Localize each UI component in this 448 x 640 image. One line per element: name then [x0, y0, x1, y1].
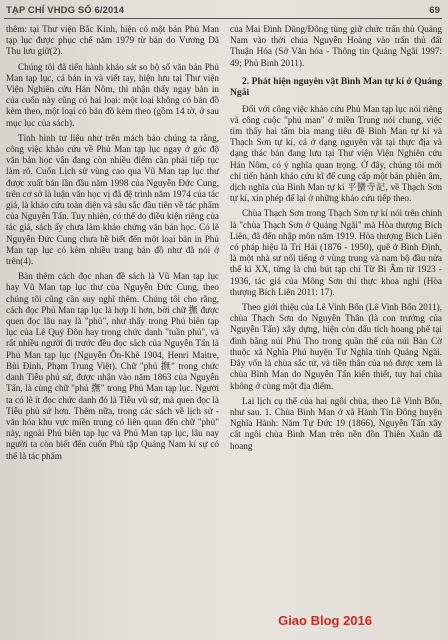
paragraph: của Mai Đình Dũng/Đông tùng giữ chức trấn thủ Quảng Nam vào thời chúa Nguyễn Hoàng vào trấn thủ đất Thuận Hóa (Sở Văn hóa - Thông tin Quảng Ngãi 1997: 49; Phủ Bình 2011).	[230, 24, 442, 68]
watermark-label: Giao Blog 2016	[278, 613, 372, 628]
paragraph: Theo giới thiệu của Lê Vinh Bốn (Lê Vinh Bốn 2011), chùa Thạch Sơn do Nguyễn Thân (là con trưởng của Nguyễn Tấn) xây dựng, hiện còn dấu tích hoang phế tại đình bằng núi Phú Tho trong quần thể của núi Bàn Cờ thuộc xã Nghĩa Phú huyện Tư Nghĩa tỉnh Quảng Ngãi. Đây vốn là chùa sắc tứ, và tiền thân của nó được xem là chùa Bình Man do Nguyễn Tấn kiến thiết, tuy hai chùa không ở cùng một địa điểm.	[230, 302, 442, 391]
section-heading: 2. Phát hiện nguyên vật Bình Man tự kí ở Quảng Ngãi	[230, 75, 442, 99]
page-number: 69	[429, 5, 440, 16]
left-column	[6, 24, 219, 462]
paragraph: Bàn thêm cách đọc nhan đề sách là Vũ Man tạp lục hay Vũ Man tạp lục thư của Nguyễn Đức Cung, theo chúng tôi cũng cần suy nghĩ thêm. Chúng tôi cho rằng, cách đọc Phủ Man tạp lục là hợp lí hơn, bởi chữ 撫 được quen đọc lâu nay là "phủ", như thấy trong Phủ biên tạp lục của Lê Quý Đôn hay trong chức danh "tuần phủ", và rất nhiều người đi trước đều đọc sách của Nguyễn Tấn là Phủ Man tạp lục (Nguyễn Ôn-Khê 1904, Henri Maitre, Bùi Đình, Phạm Trung Việt). Chữ "phủ 撫" trong chức danh Tiễu phủ sứ, được nhận vào năm 1863 của Nguyễn Tấn, là cùng chữ "phủ 撫" trong Phủ Man tạp lục. Người ta có lẽ ít đọc chức danh đó là Tiễu vũ sứ, mà quen đọc là Tiễu phủ sứ hơn. Thêm nữa, trong các sách về lịch sử - văn hóa khu vực miền trung có liên quan đến chữ "phủ" này, ngoài Phủ biên tạp lục và Phủ Man tạp lục, lâu nay người ta còn biết đến cuốn Phủ tập Quảng Nam kí sự có thể là tác phẩm	[6, 271, 219, 461]
paragraph: Tình hình tư liệu như trên mách bảo chúng ta rằng, công việc khảo cứu về Phủ Man tạp lục ngay ở góc độ văn bản học vẫn đang còn nhiều điểm cần phải tiếp tục làm rõ. Cuốn Lịch sử vùng cao qua Vũ Man tạp lục thư được xuất bản lần đầu năm 1998 của Nguyễn Đức Cung, trên cơ sở là luận văn học vị đã đệ trình năm 1974 của tác giả, là khảo cứu toàn diện và sâu sắc đầu tiên về tác phẩm của Nguyễn Tấn. Tuy nhiên, có thể do điều kiện riêng của tác giả, sách ấy chưa làm khảo chứng văn bản học. Có lẽ Nguyễn Đức Cung chưa hề biết đến một loại bản in Phủ Man tạp lục có kèm nhiều trang bản đồ như đã nói ở trên(4).	[6, 132, 219, 267]
journal-title: TẠP CHÍ VHDG SỐ 6/2014	[6, 5, 125, 16]
header-rule	[4, 18, 442, 19]
paragraph: Lai lịch cụ thể của hai ngôi chùa, theo Lê Vinh Bốn, như sau. 1. Chùa Bình Man ở xã Hành Tín Đông huyện Nghĩa Hành: Năm Tự Đức 19 (1866), Nguyễn Tấn xây cất ngôi chùa Bình Man trên nền đồn Thiên Xuân đã hoang	[230, 395, 442, 451]
paragraph: Đối với công việc khảo cứu Phủ Man tạp lục nói riêng và công cuộc "phủ man" ở miền Trung nói chung, việc tìm thấy hai tấm bia mang tiêu đề Bình Man tự kí và Thạch Sơn tự kí, cả ở dạng nguyên vật tại thực địa và dạng thác bản đang lưu tại Thư viện Viện Nghiên cứu Hán Nôm, có ý nghĩa quan trọng. Ở đây, chúng tôi mới chỉ tiến hành khảo cứu kĩ để cung cấp một bản phiên âm, dịch nghĩa của Bình Man tự kí 平蠻寺記, về Thạch Sơn tự kí, xin phép để lại ở những khảo cứu tiếp theo.	[230, 103, 442, 204]
paragraph: Chùa Thạch Sơn trong Thạch Sơn tự kí nói trên chính là "chùa Thạch Sơn ở Quảng Ngãi" mà Hòa thượng Bích Liên, đã đến nhập môn năm 1919. Hòa thượng Bích Liên có pháp hiệu là Trí Hải (1876 - 1950), quê ở Bình Định, là một nhà sư nổi tiếng ở vùng trung và nam bộ đầu nửa thế kỉ XX, từng là chủ bút tạp chí Từ Bi Âm từ 1923 - 1936, tác giả của Mông Sơn thí thực khoa nghi (Hòa thượng Bích Liên 2011: 17).	[230, 208, 442, 297]
running-header	[6, 4, 440, 18]
right-column	[230, 24, 442, 452]
paragraph: thêm: tại Thư viện Bắc Kinh, hiện có một bản Phủ Man tạp lục được phục chế năm 1979 từ bản do Vương Dã Thu lưu giữ(2).	[6, 24, 219, 57]
paragraph: Chúng tôi đã tiến hành khảo sát so bộ số văn bản Phủ Man tạp lục, cả bản in và viết tay, hiện lưu tại Thư viện Viện Nghiên cứu Hán Nôm, thì nhận thấy ngay bản in của cuốn này cũng có hai loại: một loại không có bản đồ kèm theo, một loại có bản đồ kèm theo (gồm 14 tờ, ở sau mục lục của sách).	[6, 61, 219, 128]
